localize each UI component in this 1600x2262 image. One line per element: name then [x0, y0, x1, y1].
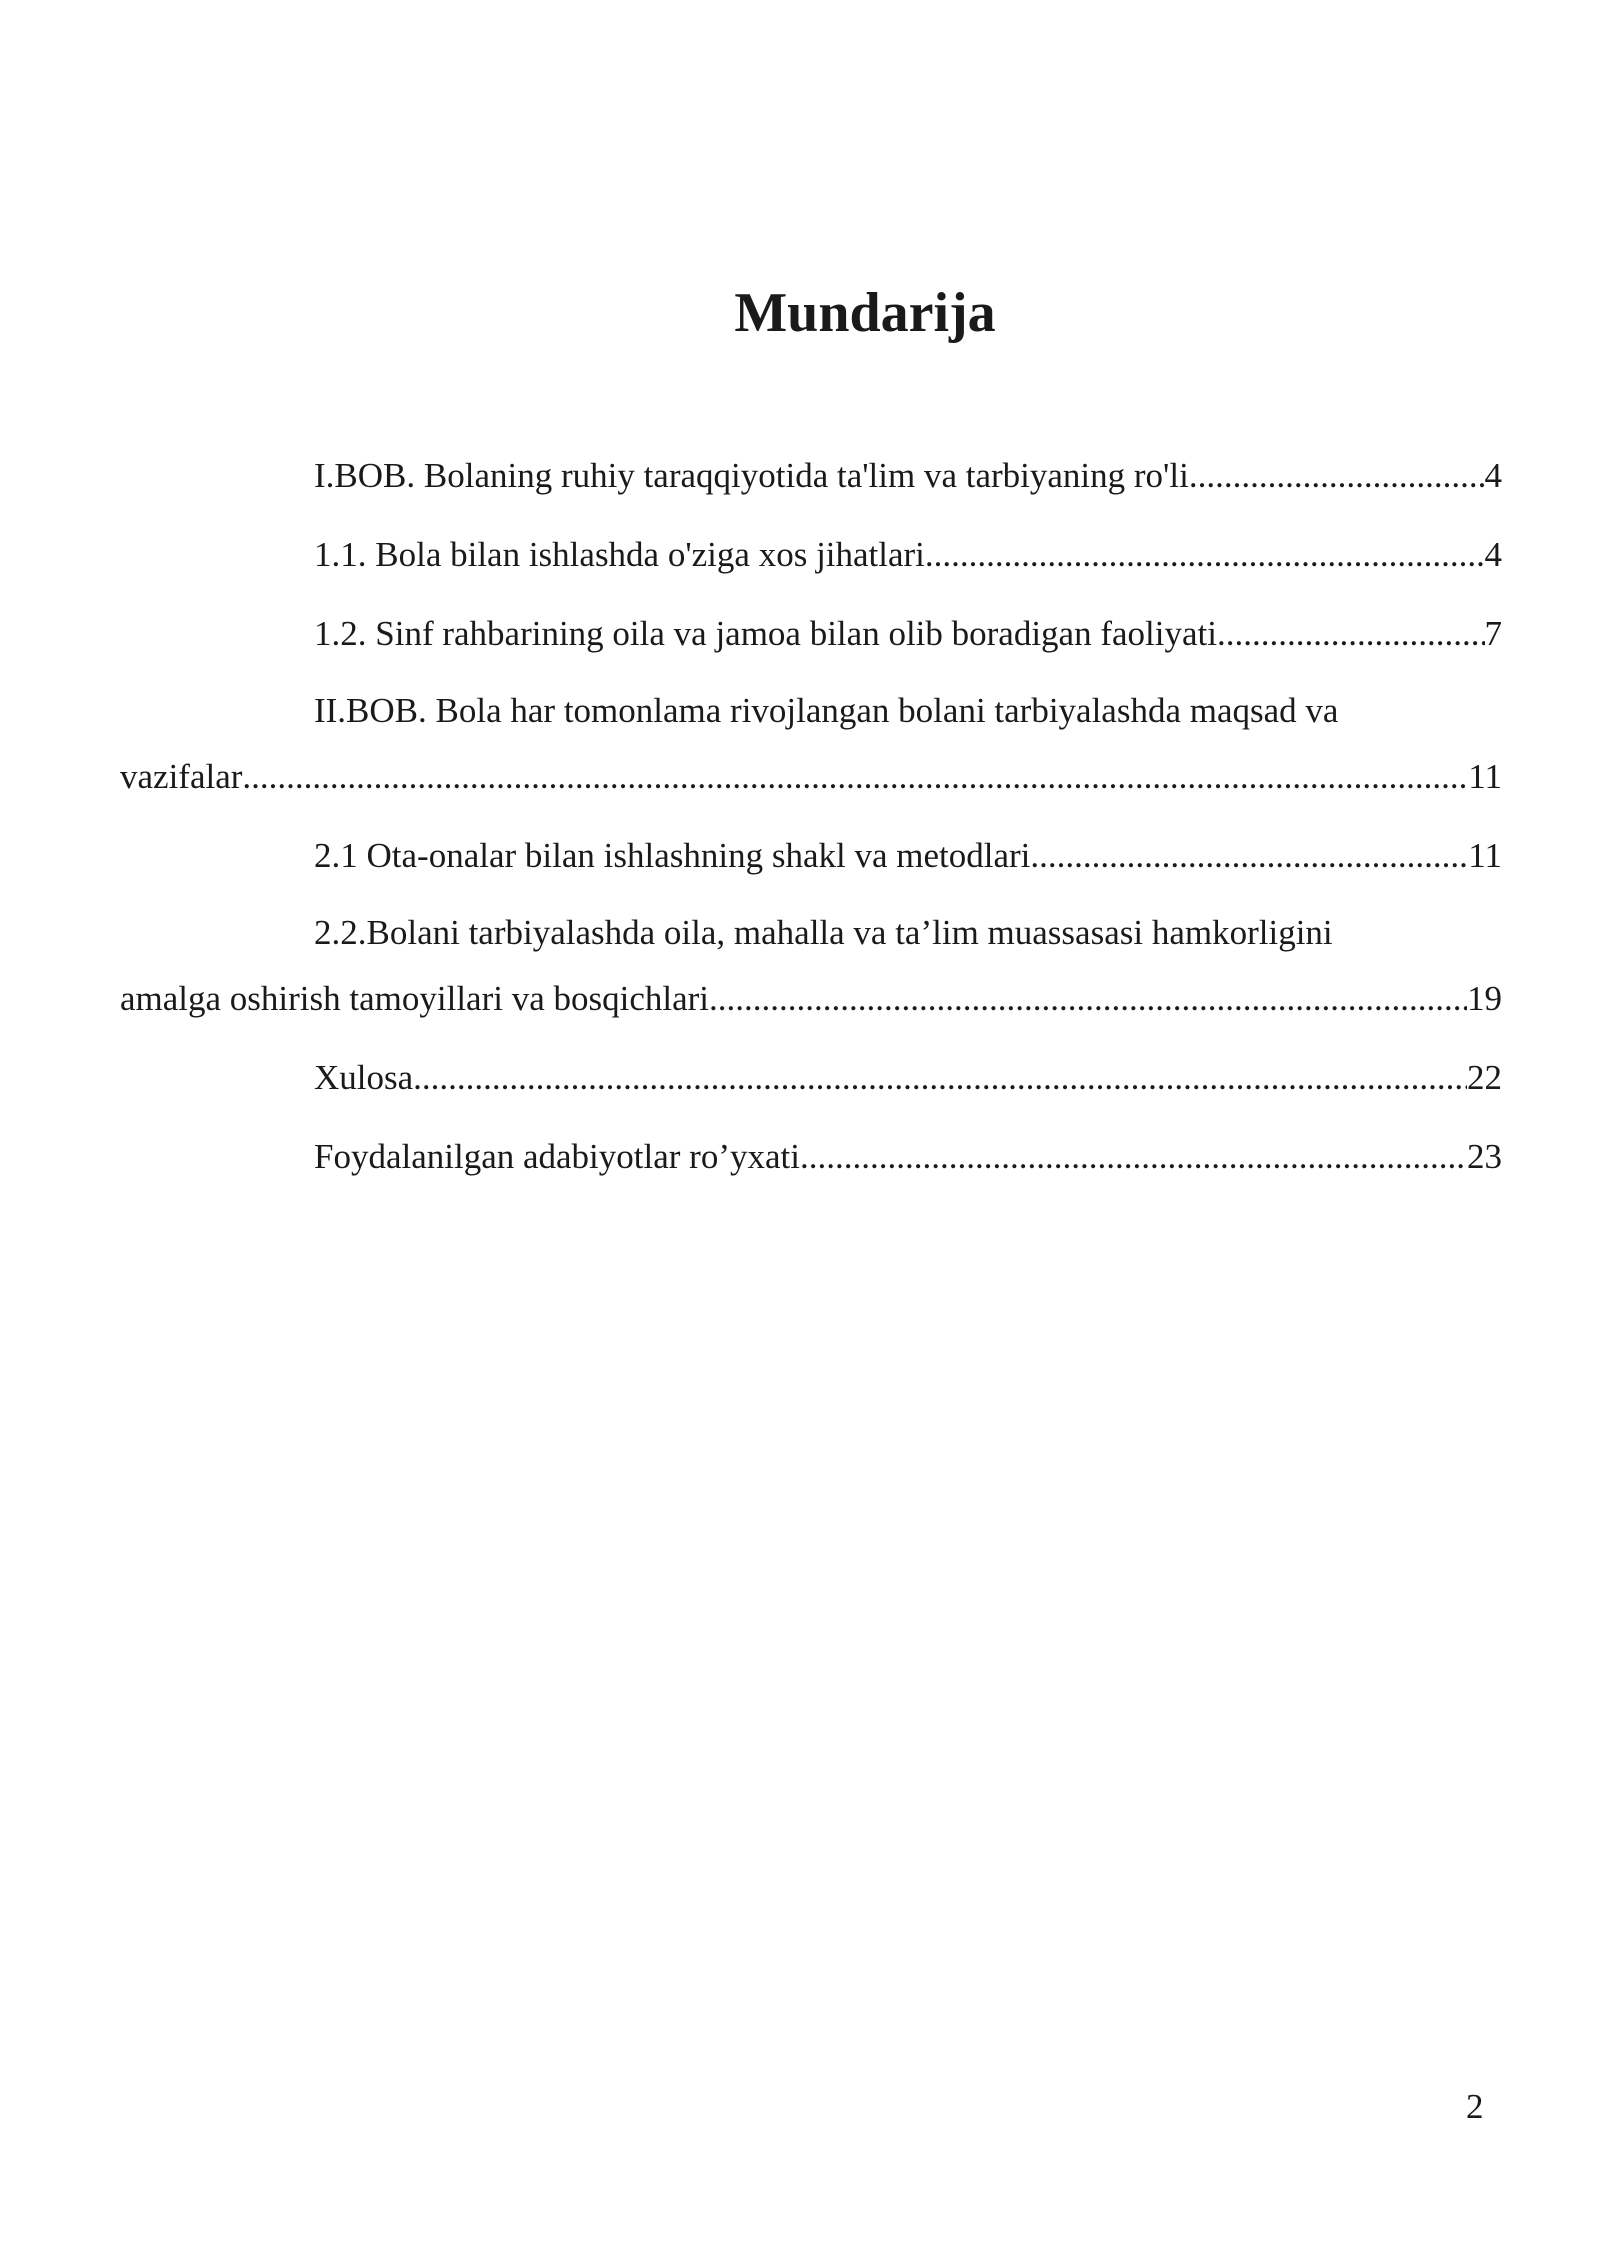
- toc-entry-label-continued: amalga oshirish tamoyillari va bosqichlari: [120, 979, 710, 1018]
- toc-page-number: 11: [1468, 757, 1502, 796]
- toc-dot-leader: [413, 1044, 1467, 1112]
- toc-dot-leader: [1217, 600, 1485, 668]
- toc-dot-leader: [1030, 822, 1468, 890]
- toc-dot-leader: [242, 743, 1468, 811]
- toc-dot-leader: [709, 965, 1467, 1033]
- page-title: Mundarija: [734, 282, 996, 344]
- toc-entry[interactable]: [120, 679, 1502, 811]
- toc-entry[interactable]: [120, 901, 1502, 1033]
- toc-entry-label: 1.1. Bola bilan ishlashda o'ziga xos jihatlari: [314, 535, 925, 574]
- table-of-contents: [120, 442, 1502, 1202]
- toc-entry-label-continued: vazifalar: [120, 757, 243, 796]
- toc-page-number: 23: [1467, 1137, 1502, 1176]
- toc-page-number: 7: [1484, 614, 1502, 653]
- toc-entry-label: 2.1 Ota-onalar bilan ishlashning shakl va metodlari: [314, 836, 1031, 875]
- toc-entry[interactable]: [217, 1123, 1502, 1191]
- toc-dot-leader: [925, 521, 1485, 589]
- toc-page-number: 11: [1468, 836, 1502, 875]
- toc-dot-leader: [800, 1123, 1467, 1191]
- toc-dot-leader: [1189, 442, 1485, 510]
- page-number: 2: [1466, 2087, 1484, 2126]
- toc-entry-label: I.BOB. Bolaning ruhiy taraqqiyotida ta'lim va tarbiyaning ro'li: [314, 456, 1189, 495]
- toc-page-number: 22: [1467, 1058, 1502, 1097]
- toc-entry-label: Xulosa: [314, 1058, 414, 1097]
- toc-page-number: 4: [1484, 456, 1502, 495]
- toc-entry-label: 2.2.Bolani tarbiyalashda oila, mahalla va ta’lim muassasasi hamkorligini: [314, 913, 1333, 952]
- toc-page-number: 19: [1467, 979, 1502, 1018]
- toc-entry[interactable]: [217, 1044, 1502, 1112]
- toc-entry[interactable]: [217, 822, 1502, 890]
- toc-page-number: 4: [1484, 535, 1502, 574]
- toc-entry[interactable]: [217, 521, 1502, 589]
- toc-entry-label: Foydalanilgan adabiyotlar ro’yxati: [314, 1137, 800, 1176]
- toc-entry-label: 1.2. Sinf rahbarining oila va jamoa bilan olib boradigan faoliyati: [314, 614, 1217, 653]
- toc-entry[interactable]: [217, 600, 1502, 668]
- toc-entry[interactable]: [217, 442, 1502, 510]
- toc-entry-label: II.BOB. Bola har tomonlama rivojlangan bolani tarbiyalashda maqsad va: [314, 691, 1339, 730]
